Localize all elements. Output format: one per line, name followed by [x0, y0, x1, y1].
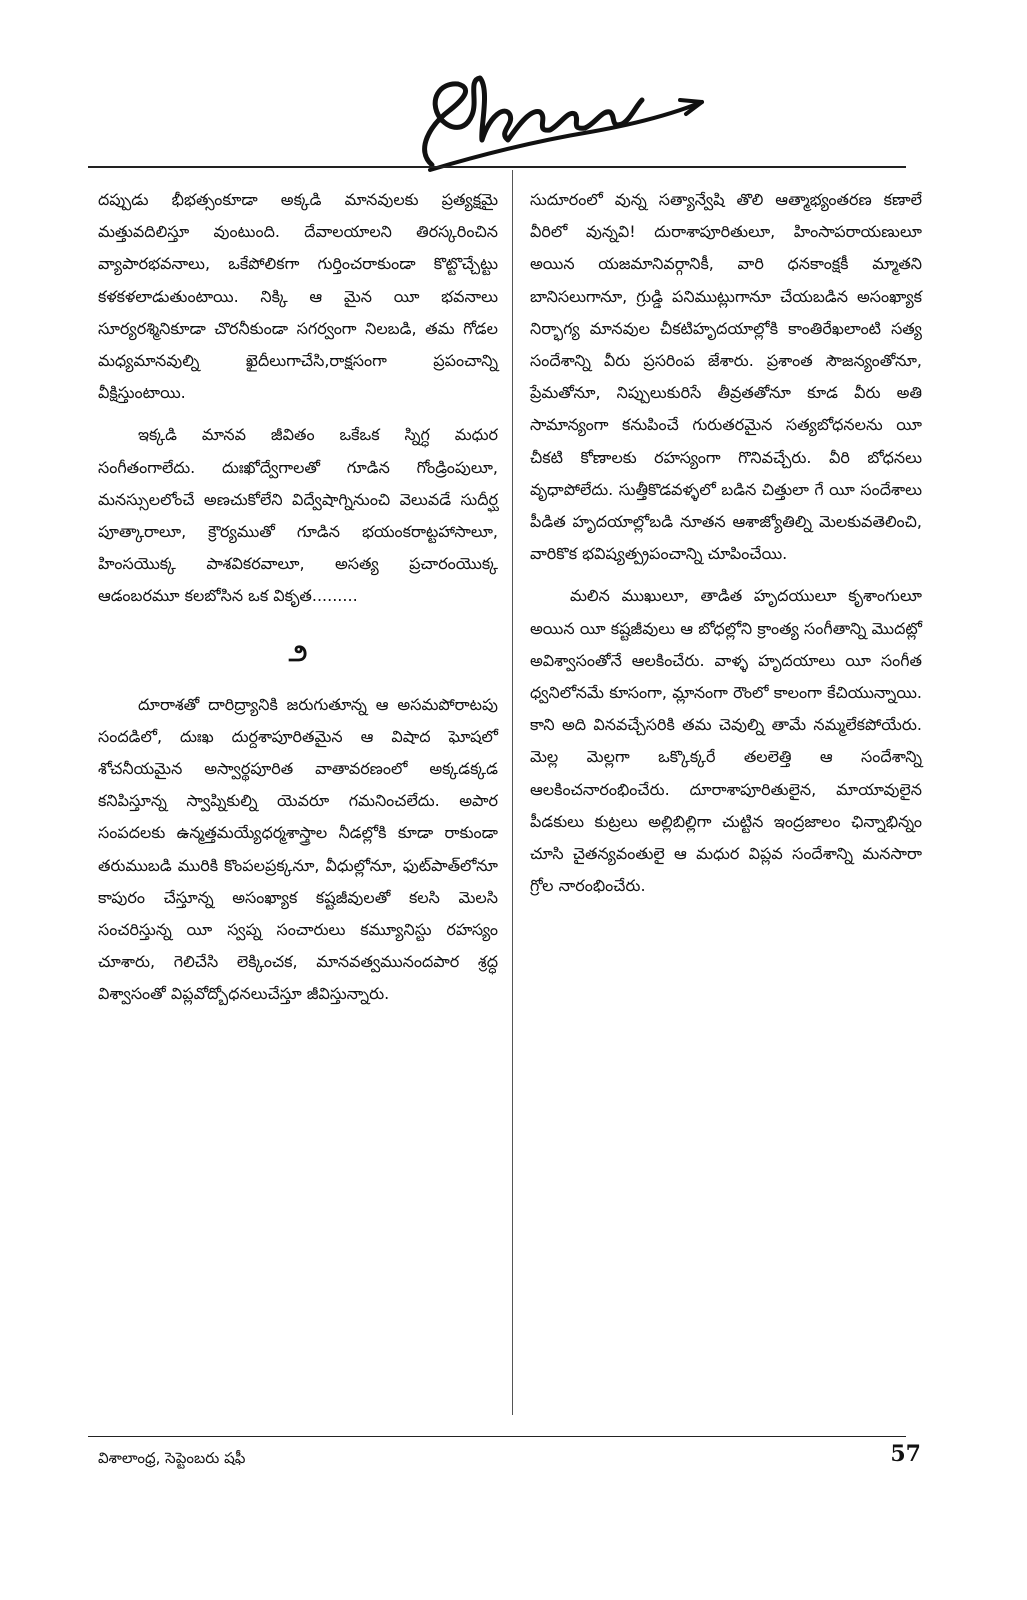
bottom-rule: [88, 1436, 906, 1437]
right-paragraph-2: మలిన ముఖులూ, తాడిత హృదయులూ కృశాంగులూ అయిన యీ కష్టజీవులు ఆ బోధల్లోని క్రాంత్య సంగీతాన్ని మొదట్లో అవిశ్వాసంతోనే ఆలకించేరు. వాళ్ళ హృదయాలు యీ సంగీత ధ్వనిలోనమే కూసంగా, మ్లానంగా రౌంలో కాలంగా కేచియున్నాయి. కాని అది వినవచ్చేసరికి తమ చెవుల్ని తామే నమ్మలేకపోయేరు. మెల్ల మెల్లగా ఒక్కొక్కరే తలలెత్తి ఆ సందేశాన్ని ఆలకించనారంభించేరు. దూరాశాపూరితులైన, మాయావులైన పీడకులు కుట్రలు అల్లిబిల్లిగా చుట్టిన ఇంద్రజాలం ఛిన్నాభిన్నం చూసి చైతన్యవంతులై ఆ మధుర విప్లవ సందేశాన్ని మనసారా గ్రోల నారంభించేరు.: [530, 586, 922, 896]
top-rule: [88, 166, 906, 168]
right-paragraph-1: సుదూరంలో వున్న సత్యాన్వేషి తొలి ఆత్మాభ్యంతరణ కణాలే వీరిలో వున్నవి! దురాశాపూరితులూ, హింసాపరాయణులూ అయిన యజమానివర్గానికీ, వారి ధనకాంక్షకీ మ్మాతని బానిసలుగానూ, గ్రుడ్డి పనిముట్లుగానూ చేయబడిన అసంఖ్యాక నిర్భాగ్య మానవుల చీకటిహృదయాల్లోకి కాంతిరేఖలాంటి సత్య సందేశాన్ని వీరు ప్రసరింప జేశారు. ప్రశాంత సౌజన్యంతోనూ, ప్రేమతోనూ, నిప్పులుకురిసే తీవ్రతతోనూ కూడ వీరు అతి సామాన్యంగా కనుపించే గురుతరమైన సత్యబోధనలను యీ చీకటి కోణాలకు రహస్యంగా గొనివచ్చేరు. వీరి బోధనలు వృధాపోలేదు. సుత్తీకొడవళ్ళలో బడిన చిత్తులా గే యీ సందేశాలు పీడిత హృదయాల్లోబడి నూతన ఆశాజ్యోతిల్ని మెలకువతెలించి, వారికొక భవిష్యత్ప్రపంచాన్ని చూపించేయి.: [530, 190, 922, 564]
left-paragraph-3: దూరాశతో దారిద్ర్యానికి జరుగుతూన్న ఆ అసమపోరాటపు సందడిలో, దుఃఖ దుర్దశాపూరితమైన ఆ విషాద ఘోషలో శోచనీయమైన అస్వార్థపూరిత వాతావరణంలో అక్కడక్కడ కనిపిస్తూన్న స్వాప్నికుల్ని యెవరూ గమనించలేదు. అపార సంపదలకు ఉన్మత్తమయ్యేధర్మశాస్త్రాల నీడల్లోకి కూడా రాకుండా తరుముబడి మురికి కొంపలప్రక్కనూ, వీధుల్లోనూ, ఫుట్‌పాత్‌లోనూ కాపురం చేస్తూన్న అసంఖ్యాక కష్టజీవులతో కలసి మెలసి సంచరిస్తున్న యీ స్వప్న సంచారులు కమ్యూనిస్టు రహస్యం చూశారు, గెలిచేసి లెక్కించక, మానవత్వమునందపార శ్రద్ధ విశ్వాసంతో విప్లవోద్బోధనలుచేస్తూ జీవిస్తున్నారు.: [98, 694, 498, 1004]
page-number: 57: [890, 1441, 921, 1467]
column-divider: [512, 170, 513, 1415]
left-paragraph-1: దప్పుడు భీభత్సంకూడా అక్కడి మానవులకు ప్రత్యక్షమై మత్తువదిలిస్తూ వుంటుంది. దేవాలయాలని తిరస్కరించిన వ్యాపారభవనాలు, ఒకేపోలికగా గుర్తించరాకుండా కొట్టొచ్చేట్టు కళకళలాడుతుంటాయి. నిక్కి ఆ మైన యీ భవనాలు సూర్యరశ్మినికూడా చొరనీకుండా సగర్వంగా నిలబడి, తమ గోడల మధ్యమానవుల్ని ఖైదీలుగాచేసి,రాక్షసంగా ప్రపంచాన్ని వీక్షిస్తుంటాయి.: [98, 190, 498, 403]
handwritten-signature: [410, 70, 710, 180]
section-number: ౨: [288, 638, 308, 667]
right-column: [530, 184, 922, 902]
left-column: [98, 184, 498, 1011]
footer-publication: విశాలాంధ్ర, సెప్టెంబరు షఫీ: [98, 1449, 246, 1467]
left-paragraph-2: ఇక్కడి మానవ జీవితం ఒకేఒక స్నిగ్ధ మధుర సంగీతంగాలేదు. దుఃఖోద్వేగాలతో గూడిన గోండ్రింపులూ, మనస్సులలోంచే అణచుకోలేని విద్వేషాగ్నినుంచి వెలువడే సుదీర్ఘ పూత్కారాలూ, క్రౌర్యముతో గూడిన భయంకరాట్టహాసాలూ, హింసయొక్క పాశవికరవాలూ, అసత్య ప్రచారంయొక్క ఆడంబరమూ కలబోసిన ఒక వికృత.........: [98, 425, 498, 606]
